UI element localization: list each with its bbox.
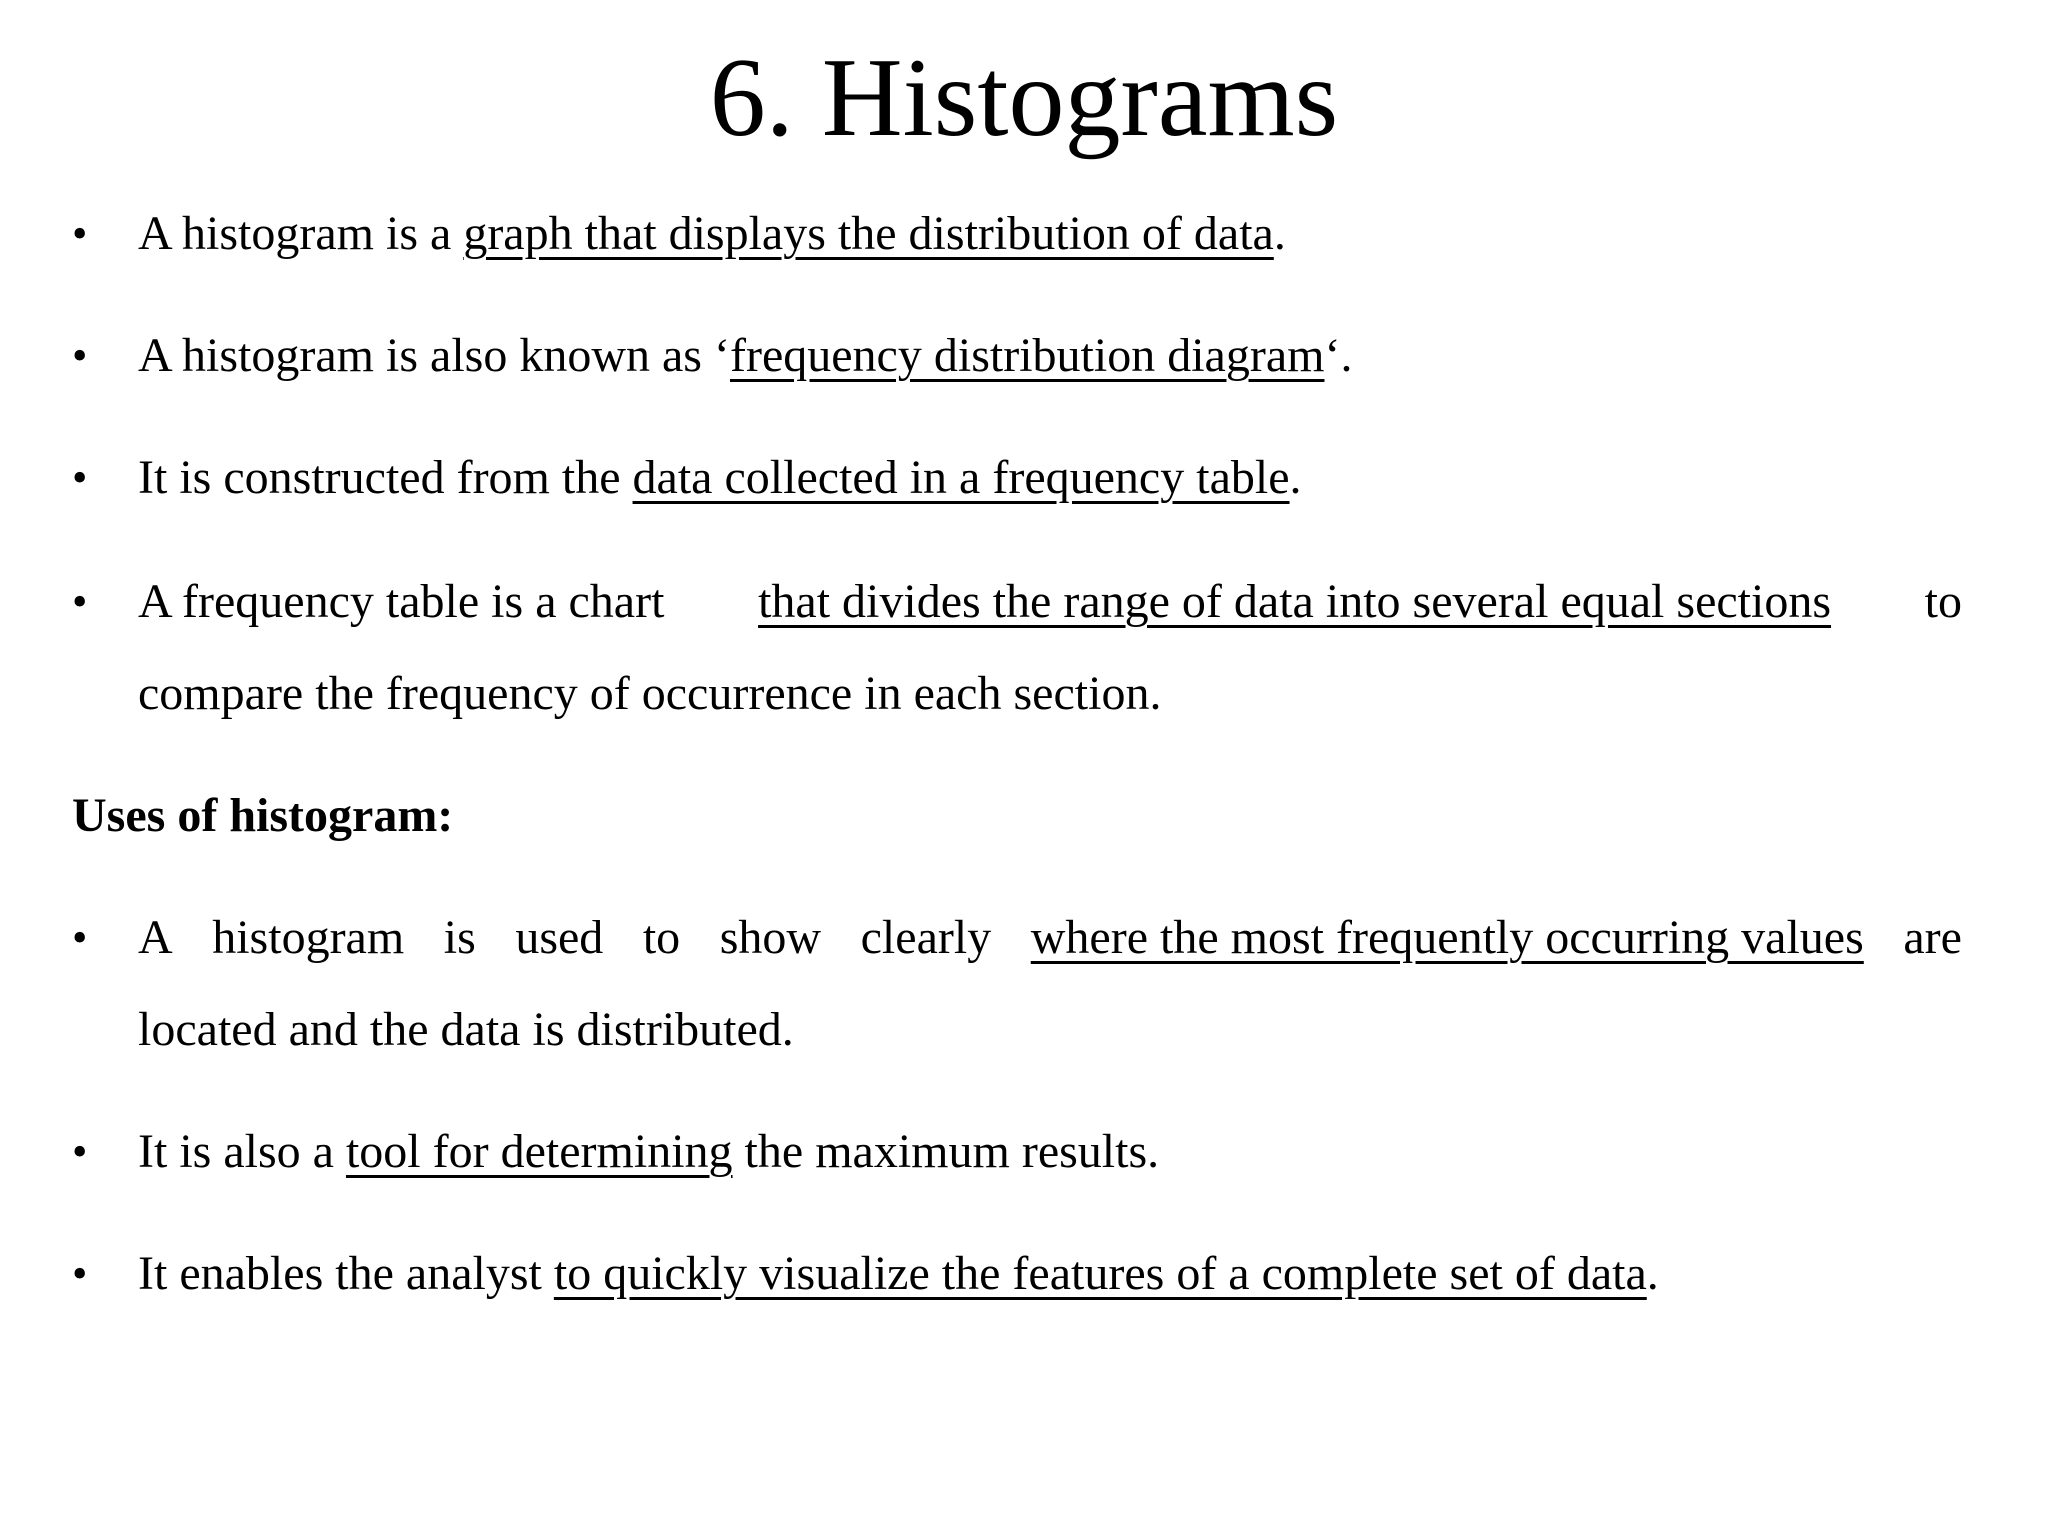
word: used: [515, 911, 604, 964]
bullet-text-pre: It enables the analyst: [138, 1247, 554, 1300]
bullet-text-pre: A histogram is also known as ‘: [138, 329, 730, 382]
bullet-item-4-line-1: [138, 572, 1962, 632]
bullet-text-post: to: [1912, 575, 1962, 628]
bullet-glyph: •: [72, 577, 88, 626]
bullet-text-underlined: tool for determining: [345, 1125, 733, 1178]
bullet-text-pre: A histogram is a: [138, 207, 464, 260]
bullet-text-underlined: graph that displays the distribution of data: [463, 207, 1274, 260]
word: A: [138, 911, 173, 964]
bullet-item-1: [138, 204, 1286, 264]
bullet-text-pre: It is also a: [138, 1125, 346, 1178]
bullet-item-3: [138, 448, 1302, 508]
slide-title: 6. Histograms: [709, 36, 1339, 160]
uses-heading: Uses of histogram:: [72, 789, 454, 842]
word: clearly: [860, 911, 992, 964]
uses-item-2: [138, 1122, 1159, 1182]
word: to: [642, 911, 681, 964]
bullet-item-4-line-2: compare the frequency of occurrence in each section.: [138, 667, 1162, 720]
word: histogram: [212, 911, 405, 964]
bullet-text-underlined: that divides the range of data into several equal sections: [758, 575, 1832, 628]
bullet-text-pre: A frequency table is a chart: [138, 575, 677, 628]
bullet-text-post: the maximum results.: [732, 1125, 1160, 1178]
bullet-glyph: •: [72, 1249, 88, 1298]
word: show: [719, 911, 822, 964]
uses-item-1-line-2: located and the data is distributed.: [138, 1003, 794, 1056]
bullet-glyph: •: [72, 913, 88, 962]
bullet-glyph: •: [72, 209, 88, 258]
uses-item-3: [138, 1244, 1659, 1304]
bullet-text-post: .: [1273, 207, 1286, 260]
bullet-glyph: •: [72, 453, 88, 502]
bullet-text-post: .: [1289, 451, 1302, 504]
uses-item-1-line-1: [138, 908, 1962, 968]
bullet-text-underlined: where the most frequently occurring values: [1030, 911, 1864, 964]
bullet-text-underlined: data collected in a frequency table: [632, 451, 1290, 504]
bullet-glyph: •: [72, 1127, 88, 1176]
bullet-text-post: .: [1646, 1247, 1659, 1300]
bullet-text-post: ‘.: [1324, 329, 1353, 382]
word: is: [443, 911, 476, 964]
word: are: [1903, 911, 1962, 964]
bullet-text-underlined: frequency distribution diagram: [729, 329, 1325, 382]
bullet-glyph: •: [72, 331, 88, 380]
bullet-item-2: [138, 326, 1352, 386]
bullet-text-underlined: to quickly visualize the features of a complete set of data: [553, 1247, 1647, 1300]
bullet-text-pre: It is constructed from the: [138, 451, 633, 504]
